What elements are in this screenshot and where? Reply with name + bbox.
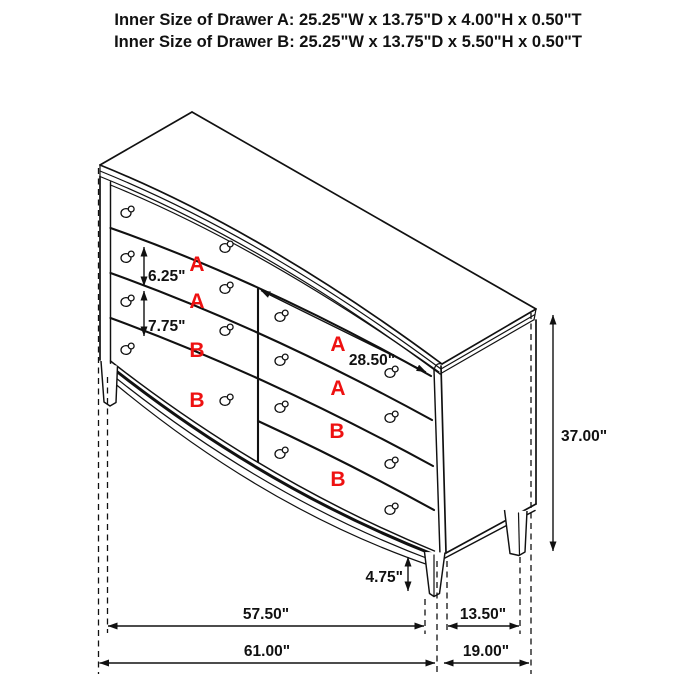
dimension-front-width — [108, 606, 424, 626]
dimension-text: 4.75" — [365, 569, 403, 586]
legs — [101, 361, 527, 597]
dimension-overall-width — [100, 643, 436, 663]
drawer-knob-icon — [121, 295, 134, 306]
drawer-knob-icon — [275, 401, 288, 412]
back-right-leg — [505, 510, 528, 556]
dimension-leg-height — [365, 557, 408, 591]
drawer-label-left-1: A — [189, 253, 205, 276]
dimension-drawer-b-height — [144, 291, 186, 336]
drawer-knob-icon — [275, 447, 288, 458]
drawer-knob-icon — [121, 251, 134, 262]
drawer-knob-icon — [385, 457, 398, 468]
drawer-knob-icon — [220, 241, 233, 252]
drawer-label-right-2: A — [330, 377, 346, 400]
front-right-leg — [425, 552, 446, 597]
drawer-knob-icon — [121, 206, 134, 217]
front-right-post — [434, 364, 446, 555]
dimension-text: 19.00" — [462, 643, 510, 660]
title-line-1: Inner Size of Drawer A: 25.25"W x 13.75"D x 4.00"H x 0.50"T — [114, 11, 582, 29]
dimension-text: 13.50" — [459, 606, 507, 623]
dimension-text: 57.50" — [242, 606, 290, 623]
drawer-label-left-4: B — [189, 389, 205, 412]
dimension-text: 37.00" — [561, 428, 608, 445]
dimension-side-front-width — [448, 606, 519, 626]
back-left-leg — [101, 361, 118, 406]
drawer-knob-icon — [121, 343, 134, 354]
drawer-label-right-3: B — [329, 420, 345, 443]
drawer-knob-icon — [275, 354, 288, 365]
dimension-text: 7.75" — [148, 318, 186, 335]
drawer-label-right-1: A — [330, 333, 346, 356]
drawer-label-left-3: B — [189, 339, 205, 362]
dresser-drawing — [100, 112, 536, 597]
title-line-2: Inner Size of Drawer B: 25.25"W x 13.75"D x 5.50"H x 0.50"T — [114, 33, 582, 51]
drawer-knob-icon — [385, 411, 398, 422]
dimension-overall-height — [553, 315, 607, 551]
drawer-knob-icon — [220, 282, 233, 293]
diagram-title — [114, 11, 582, 51]
drawer-label-right-4: B — [330, 468, 346, 491]
dimension-text: 28.50" — [348, 352, 396, 369]
drawer-knob-icon — [220, 394, 233, 405]
drawer-knob-icon — [385, 503, 398, 514]
front-left-stile — [100, 177, 111, 371]
drawer-knob-icon — [220, 324, 233, 335]
extension-lines — [99, 168, 532, 674]
drawer-knob-icon — [275, 310, 288, 321]
drawer-size-labels — [189, 253, 345, 491]
drawer-label-left-2: A — [189, 290, 205, 313]
dimension-overall-depth — [444, 643, 529, 663]
dimension-text: 6.25" — [148, 268, 186, 285]
dimension-text: 61.00" — [243, 643, 291, 660]
